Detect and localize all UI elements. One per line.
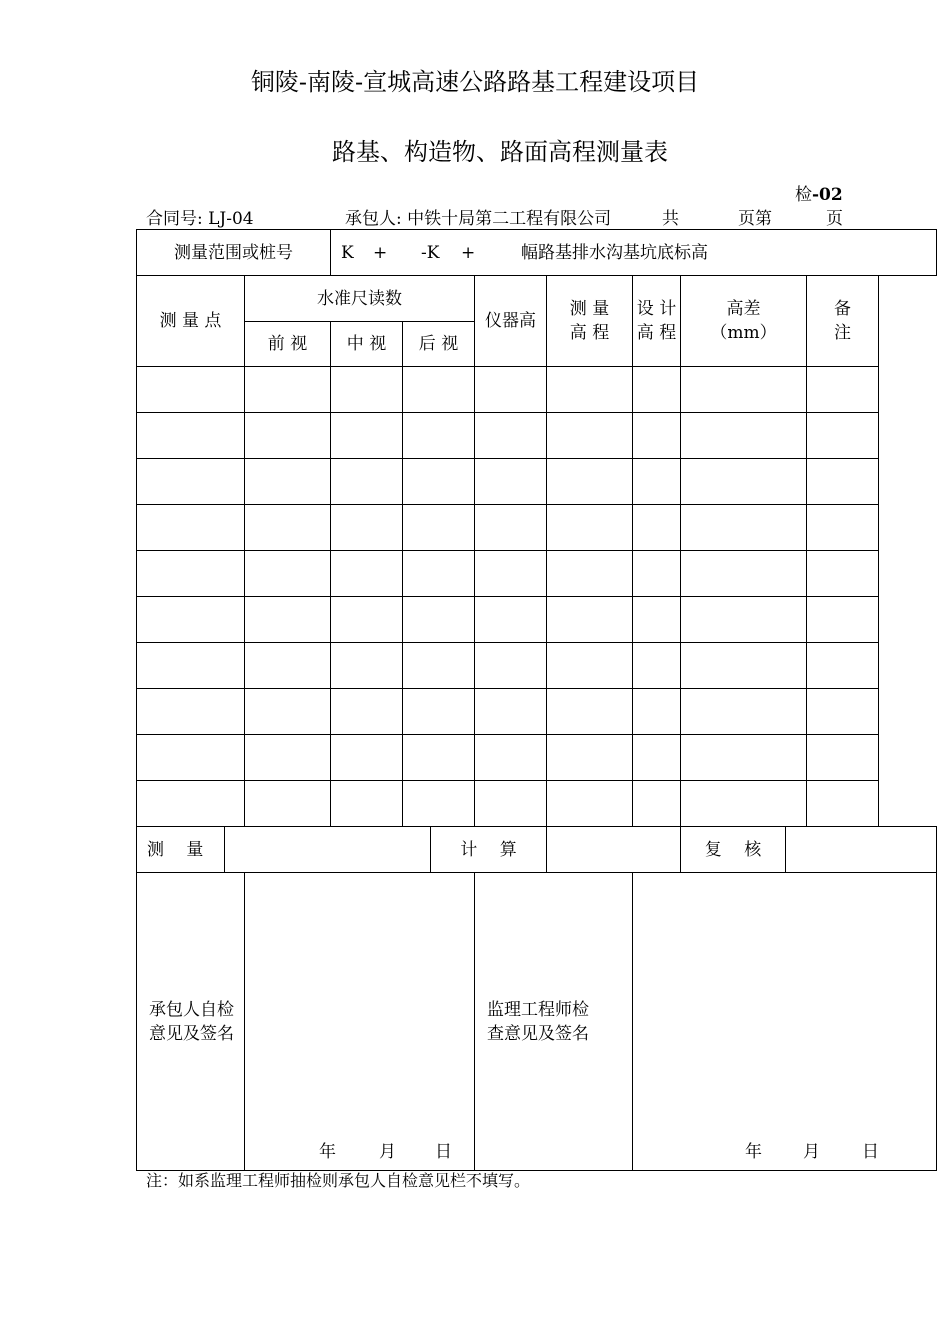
supervisor-opinion-line2: 查意见及签名 [487,1023,589,1044]
header-back: 后 视 [403,322,475,367]
table-row [137,551,937,597]
contractor-name: 承包人: 中铁十局第二工程有限公司 [345,209,612,229]
signature-row [137,827,937,873]
range-k1: K [341,242,354,263]
cell-back[interactable] [403,597,475,643]
cell-diff[interactable] [681,459,807,505]
cell-remark[interactable] [807,597,879,643]
form-title: 路基、构造物、路面高程测量表 [332,138,668,166]
footnote: 注：如系监理工程师抽检则承包人自检意见栏不填写。 [146,1171,531,1190]
cell-front[interactable] [245,781,331,827]
header-remark-line2: 注 [834,323,851,343]
form-code-prefix: 检 [795,185,812,205]
review-label: 复 核 [681,827,786,873]
cell-front[interactable] [245,551,331,597]
project-title: 铜陵-南陵-宣城高速公路路基工程建设项目 [250,68,700,96]
cell-back[interactable] [403,689,475,735]
cell-diff[interactable] [681,643,807,689]
cell-diff[interactable] [681,551,807,597]
supervisor-opinion-label [475,873,633,1171]
survey-sign-field[interactable] [225,827,431,873]
cell-design[interactable] [633,597,681,643]
cell-measured[interactable] [547,643,633,689]
cell-design[interactable] [633,459,681,505]
cell-instrument[interactable] [475,413,547,459]
cell-diff[interactable] [681,505,807,551]
contractor-date-day: 日 [435,1142,452,1162]
survey-table [136,229,937,1171]
cell-measured[interactable] [547,735,633,781]
cell-point[interactable] [137,413,245,459]
header-middle: 中 视 [331,322,403,367]
cell-remark[interactable] [807,413,879,459]
cell-front[interactable] [245,505,331,551]
opinion-row [137,873,937,1171]
form-code-suffix: -02 [812,185,843,205]
cell-front[interactable] [245,735,331,781]
header-diff-line2: （mm） [710,323,777,343]
contractor-opinion-field[interactable] [245,873,475,1171]
cell-instrument[interactable] [475,505,547,551]
cell-back[interactable] [403,459,475,505]
header-row-1 [137,276,937,322]
supervisor-date-day: 日 [862,1142,879,1162]
supervisor-date-month: 月 [803,1142,820,1162]
cell-front[interactable] [245,367,331,413]
cell-front[interactable] [245,459,331,505]
cell-diff[interactable] [681,597,807,643]
cell-point[interactable] [137,597,245,643]
page-suffix-label: 页 [826,209,843,229]
cell-measured[interactable] [547,459,633,505]
cell-instrument[interactable] [475,459,547,505]
cell-diff[interactable] [681,735,807,781]
table-row [137,413,937,459]
survey-label: 测 量 [137,827,225,873]
cell-back[interactable] [403,413,475,459]
range-desc: 幅路基排水沟基坑底标高 [521,242,708,263]
contractor-opinion-line1: 承包人自检 [149,999,234,1020]
contractor-date-month: 月 [379,1142,396,1162]
range-label: 测量范围或桩号 [137,230,331,276]
cell-back[interactable] [403,781,475,827]
cell-middle[interactable] [331,689,403,735]
header-remark-line1: 备 [834,299,851,319]
cell-point[interactable] [137,367,245,413]
cell-remark[interactable] [807,459,879,505]
cell-remark[interactable] [807,689,879,735]
calc-label: 计 算 [431,827,547,873]
cell-back[interactable] [403,367,475,413]
cell-front[interactable] [245,643,331,689]
header-point: 测 量 点 [137,276,245,367]
cell-diff[interactable] [681,781,807,827]
cell-measured[interactable] [547,551,633,597]
cell-middle[interactable] [331,505,403,551]
table-row [137,735,937,781]
cell-remark[interactable] [807,367,879,413]
cell-point[interactable] [137,505,245,551]
cell-instrument[interactable] [475,735,547,781]
cell-middle[interactable] [331,459,403,505]
range-plus2: + [461,242,476,263]
calc-sign-field[interactable] [547,827,681,873]
header-measured-line1: 测 量 [569,299,610,319]
table-row [137,597,937,643]
table-row [137,781,937,827]
cell-middle[interactable] [331,781,403,827]
cell-back[interactable] [403,643,475,689]
range-value[interactable] [331,230,937,276]
cell-point[interactable] [137,459,245,505]
header-staff-reading: 水准尺读数 [245,276,475,322]
range-plus1: + [373,242,388,263]
header-design-line1: 设 计 [636,299,677,319]
cell-design[interactable] [633,735,681,781]
cell-remark[interactable] [807,643,879,689]
cell-front[interactable] [245,597,331,643]
supervisor-opinion-line1: 监理工程师检 [487,999,589,1020]
supervisor-date-year: 年 [745,1142,762,1162]
cell-instrument[interactable] [475,781,547,827]
header-diff [681,276,807,367]
cell-design[interactable] [633,643,681,689]
cell-design[interactable] [633,689,681,735]
cell-front[interactable] [245,413,331,459]
cell-middle[interactable] [331,735,403,781]
cell-middle[interactable] [331,597,403,643]
form-code [795,180,843,205]
contractor-date-year: 年 [319,1142,336,1162]
range-row [137,230,937,276]
cell-back[interactable] [403,505,475,551]
contractor-opinion-label [137,873,245,1171]
contractor-opinion-line2: 意见及签名 [149,1023,234,1044]
header-diff-line1: 高差 [726,299,761,319]
cell-measured[interactable] [547,413,633,459]
cell-design[interactable] [633,781,681,827]
cell-instrument[interactable] [475,689,547,735]
cell-diff[interactable] [681,413,807,459]
cell-design[interactable] [633,367,681,413]
header-remark [807,276,879,367]
table-row [137,459,937,505]
cell-remark[interactable] [807,505,879,551]
cell-measured[interactable] [547,597,633,643]
cell-point[interactable] [137,735,245,781]
cell-design[interactable] [633,413,681,459]
page-current-label: 页第 [738,209,772,229]
header-measured-line2: 高 程 [569,323,610,343]
table-row [137,367,937,413]
range-k2: -K [421,242,440,263]
cell-instrument[interactable] [475,643,547,689]
cell-remark[interactable] [807,735,879,781]
cell-design[interactable] [633,505,681,551]
table-row [137,643,937,689]
contract-number: 合同号: LJ-04 [146,209,254,229]
cell-point[interactable] [137,643,245,689]
cell-design[interactable] [633,551,681,597]
cell-middle[interactable] [331,551,403,597]
cell-measured[interactable] [547,505,633,551]
cell-diff[interactable] [681,367,807,413]
cell-point[interactable] [137,551,245,597]
cell-front[interactable] [245,689,331,735]
cell-instrument[interactable] [475,551,547,597]
cell-middle[interactable] [331,643,403,689]
table-row [137,505,937,551]
header-measured-elev [547,276,633,367]
review-sign-field[interactable] [786,827,937,873]
cell-measured[interactable] [547,781,633,827]
cell-instrument[interactable] [475,597,547,643]
cell-instrument[interactable] [475,367,547,413]
supervisor-opinion-field[interactable] [633,873,937,1171]
cell-point[interactable] [137,781,245,827]
page-total-label: 共 [662,209,679,229]
cell-measured[interactable] [547,689,633,735]
cell-diff[interactable] [681,689,807,735]
header-design-elev [633,276,681,367]
header-instrument: 仪器高 [475,276,547,367]
cell-middle[interactable] [331,413,403,459]
header-front: 前 视 [245,322,331,367]
table-row [137,689,937,735]
cell-back[interactable] [403,551,475,597]
cell-point[interactable] [137,689,245,735]
cell-remark[interactable] [807,551,879,597]
cell-measured[interactable] [547,367,633,413]
cell-remark[interactable] [807,781,879,827]
cell-back[interactable] [403,735,475,781]
header-design-line2: 高 程 [636,323,677,343]
cell-middle[interactable] [331,367,403,413]
